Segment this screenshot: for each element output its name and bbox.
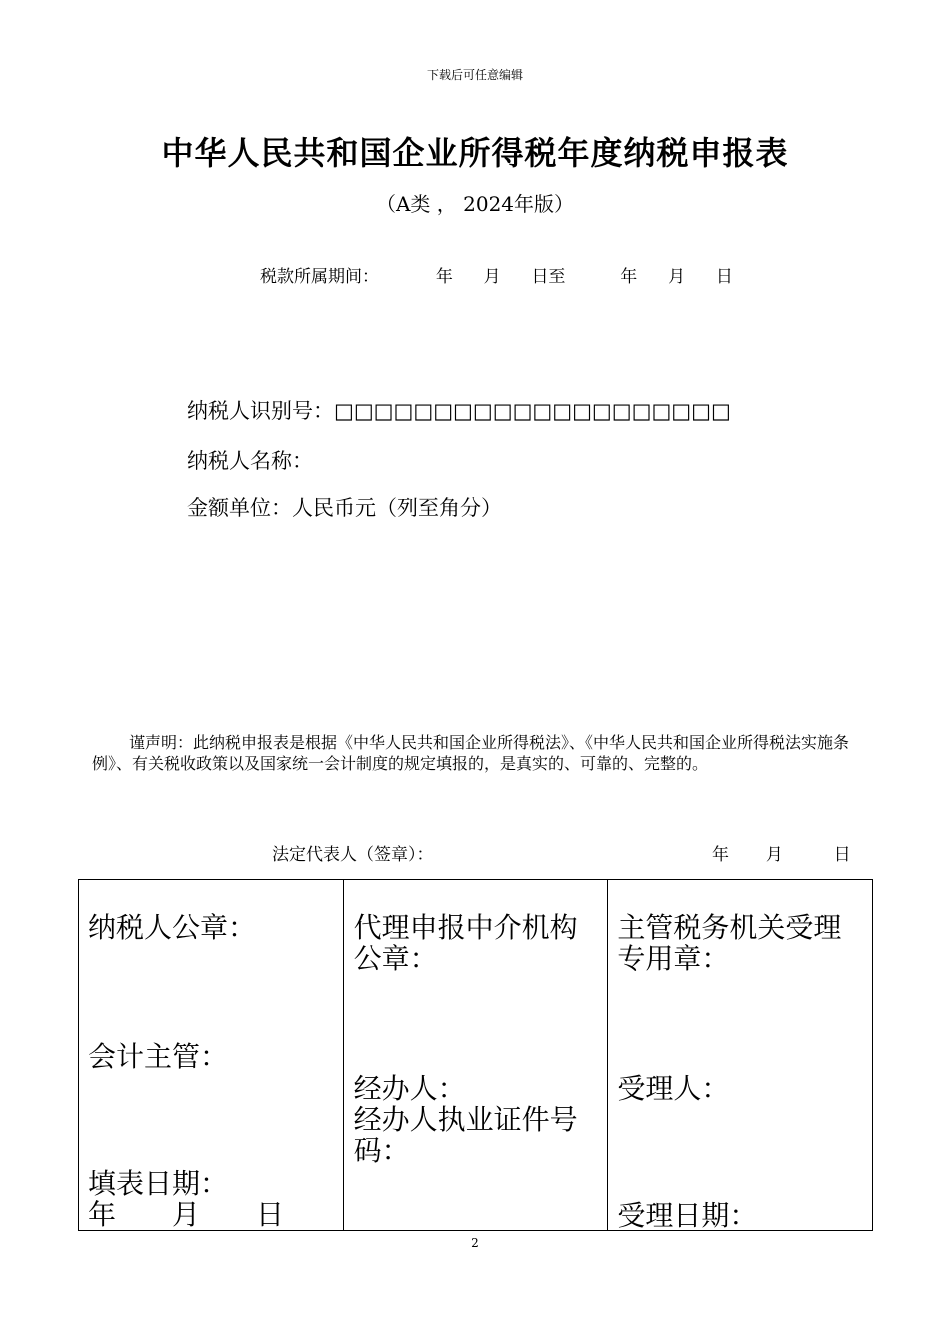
taxpayer-seal-label: 纳税人公章： [88, 911, 257, 944]
period-start-month: 月 [483, 267, 501, 287]
stamp-table [78, 879, 873, 1231]
taxpayer-name-field [187, 445, 313, 475]
signature-year: 年 [712, 845, 729, 865]
taxpayer-seal-cell [79, 880, 344, 1231]
currency-unit [187, 492, 502, 522]
period-start-year: 年 [435, 267, 453, 287]
signature-month: 月 [765, 845, 783, 865]
agency-seal-cell [343, 880, 608, 1231]
taxpayer-id-boxes[interactable]: □□□□□□□□□□□□□□□□□□□□ [334, 399, 731, 423]
tax-authority-seal-cell [608, 880, 873, 1231]
handler-cert-label: 经办人执业证件号码： [353, 1103, 578, 1167]
accounting-supervisor-label: 会计主管： [88, 1040, 229, 1073]
page-number: 2 [471, 1236, 479, 1250]
form-subtitle: （A类 ， 2024年版） [375, 192, 575, 216]
period-end-day: 日 [715, 267, 733, 287]
signature-date [712, 840, 851, 865]
receive-date-label: 受理日期： [617, 1199, 758, 1232]
agency-seal-label: 代理申报中介机构公章： [353, 911, 578, 975]
currency-unit-label: 金额单位：人民币元（列至角分） [187, 496, 502, 520]
legal-rep-signature-label: 法定代表人（签章）： [272, 845, 434, 865]
header-note: 下载后可任意编辑 [426, 68, 523, 82]
fill-date-label: 填表日期： [88, 1167, 229, 1200]
taxpayer-id-label: 纳税人识别号： [187, 399, 334, 423]
fill-date-line: 年 月 日 [88, 1198, 285, 1231]
period-start-day-to: 日至 [531, 267, 566, 287]
receiver-label: 受理人： [617, 1072, 730, 1105]
taxpayer-id-field [187, 395, 731, 425]
handler-label: 经办人： [353, 1072, 466, 1105]
declaration-text: 谨声明：此纳税申报表是根据《中华人民共和国企业所得税法》、《中华人民共和国企业所得税法实施条例》、有关税收政策以及国家统一会计制度的规定填报的，是真实的、可靠的、完整的。 [92, 733, 850, 773]
tax-period [260, 262, 733, 287]
period-end-month: 月 [668, 267, 686, 287]
form-title: 中华人民共和国企业所得税年度纳税申报表 [161, 134, 789, 172]
tax-authority-seal-label: 主管税务机关受理专用章： [617, 911, 842, 975]
tax-period-label: 税款所属期间： [260, 267, 379, 287]
period-end-year: 年 [620, 267, 638, 287]
taxpayer-name-label: 纳税人名称： [187, 449, 313, 473]
signature-day: 日 [833, 845, 851, 865]
